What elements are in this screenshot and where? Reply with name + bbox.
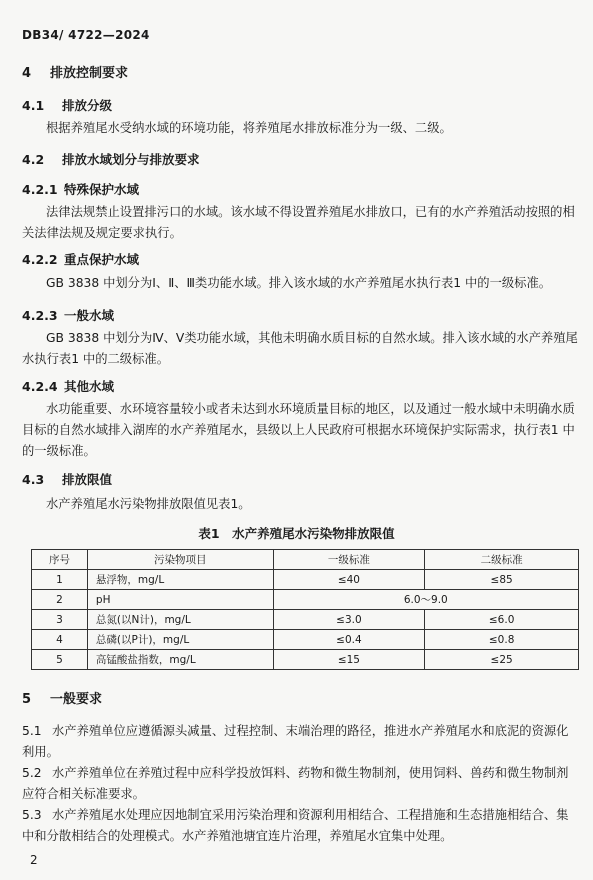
clause-line: 水产养殖单位应遵循源头减量、过程控制、末端治理的路径，推进水产养殖尾水和底泥的资源化 bbox=[52, 724, 569, 738]
section-title: 特殊保护水域 bbox=[64, 182, 140, 197]
paragraph-line: 水执行表1 中的二级标准。 bbox=[22, 352, 169, 366]
table-cell: ≤3.0 bbox=[273, 610, 425, 630]
column-header: 序号 bbox=[32, 550, 88, 570]
table-row bbox=[32, 590, 579, 610]
table-row bbox=[32, 650, 579, 670]
section-title: 其他水域 bbox=[64, 379, 115, 394]
section-title: 排放分级 bbox=[62, 98, 113, 113]
table-cell: ≤85 bbox=[425, 570, 579, 590]
table-cell: ≤40 bbox=[273, 570, 425, 590]
clause-5-3 bbox=[22, 805, 568, 826]
section-title: 重点保护水域 bbox=[64, 252, 140, 267]
paragraph-line: 法律法规禁止设置排污口的水域。该水域不得设置养殖尾水排放口，已有的水产养殖活动按照的相 bbox=[46, 205, 575, 219]
section-title: 一般水域 bbox=[64, 308, 115, 323]
clause-number: 5.1 bbox=[22, 724, 42, 738]
section-4-2-heading bbox=[22, 150, 200, 168]
table-header-row bbox=[32, 550, 579, 570]
clause-line: 应符合相关标准要求。 bbox=[22, 787, 145, 801]
section-4-2-4-heading bbox=[22, 377, 114, 395]
table-cell: pH bbox=[87, 590, 273, 610]
table-cell: 悬浮物，mg/L bbox=[87, 570, 273, 590]
emission-limit-table bbox=[31, 549, 579, 670]
table-cell: 总氮(以N计)，mg/L bbox=[87, 610, 273, 630]
section-title: 排放控制要求 bbox=[50, 66, 129, 81]
table-cell: 4 bbox=[32, 630, 88, 650]
clause-5-2 bbox=[22, 763, 568, 784]
paragraph-line: 目标的自然水域排入湖库的水产养殖尾水，县级以上人民政府可根据水环境保护实际需求，执行表1 中 bbox=[22, 423, 575, 437]
section-4-3-heading bbox=[22, 470, 112, 488]
table-cell: 1 bbox=[32, 570, 88, 590]
table-cell: 5 bbox=[32, 650, 88, 670]
column-header: 二级标准 bbox=[425, 550, 579, 570]
section-title: 排放水域划分与排放要求 bbox=[62, 152, 200, 167]
table-cell: 高锰酸盐指数，mg/L bbox=[87, 650, 273, 670]
clause-line: 水产养殖尾水处理应因地制宜采用污染治理和资源利用相结合、工程措施和生态措施相结合、集 bbox=[52, 808, 569, 822]
table-row bbox=[32, 570, 579, 590]
section-number: 4 bbox=[22, 66, 32, 81]
section-number: 4.2 bbox=[22, 152, 45, 167]
table-cell: ≤6.0 bbox=[425, 610, 579, 630]
table-cell: 2 bbox=[32, 590, 88, 610]
table-cell: 总磷(以P计)，mg/L bbox=[87, 630, 273, 650]
section-number: 4.1 bbox=[22, 98, 45, 113]
table-cell: 3 bbox=[32, 610, 88, 630]
paragraph-line: 关法律法规及规定要求执行。 bbox=[22, 226, 182, 240]
table-cell: ≤25 bbox=[425, 650, 579, 670]
clause-number: 5.3 bbox=[22, 808, 42, 822]
section-number: 5 bbox=[22, 692, 32, 707]
table-row bbox=[32, 610, 579, 630]
clause-number: 5.2 bbox=[22, 766, 42, 780]
table-cell: ≤0.4 bbox=[273, 630, 425, 650]
section-4-heading bbox=[22, 62, 128, 81]
clause-line: 水产养殖单位在养殖过程中应科学投放饵料、药物和微生物制剂，使用饲料、兽药和微生物制剂 bbox=[52, 766, 569, 780]
section-number: 4.2.4 bbox=[22, 379, 58, 394]
clause-line: 利用。 bbox=[22, 745, 59, 759]
paragraph-line: 的一级标准。 bbox=[22, 444, 96, 458]
column-header: 污染物项目 bbox=[87, 550, 273, 570]
table-row bbox=[32, 630, 579, 650]
table-cell: ≤15 bbox=[273, 650, 425, 670]
paragraph-line: GB 3838 中划分为Ⅳ、Ⅴ类功能水域，其他未明确水质目标的自然水域。排入该水域的水产养殖尾 bbox=[46, 331, 578, 345]
section-4-2-2-heading bbox=[22, 250, 139, 268]
table-cell: ≤0.8 bbox=[425, 630, 579, 650]
column-header: 一级标准 bbox=[273, 550, 425, 570]
section-4-2-3-heading bbox=[22, 306, 114, 324]
paragraph-4-3: 水产养殖尾水污染物排放限值见表1。 bbox=[46, 497, 251, 511]
section-5-heading bbox=[22, 688, 102, 707]
table-caption: 表1 水产养殖尾水污染物排放限值 bbox=[198, 526, 395, 541]
page-number: 2 bbox=[30, 853, 38, 867]
section-number: 4.3 bbox=[22, 472, 45, 487]
section-number: 4.2.2 bbox=[22, 252, 58, 267]
section-title: 一般要求 bbox=[50, 692, 103, 707]
paragraph-line: 水功能重要、水环境容量较小或者未达到水环境质量目标的地区，以及通过一般水域中未明确水质 bbox=[46, 402, 575, 416]
section-4-1-heading bbox=[22, 96, 112, 114]
section-number: 4.2.3 bbox=[22, 308, 58, 323]
document-code: DB34/ 4722—2024 bbox=[22, 28, 150, 42]
section-number: 4.2.1 bbox=[22, 182, 58, 197]
clause-5-1 bbox=[22, 721, 568, 742]
clause-line: 中和分散相结合的处理模式。水产养殖池塘宜连片治理，养殖尾水宜集中处理。 bbox=[22, 829, 453, 843]
table-cell: 6.0～9.0 bbox=[273, 590, 578, 610]
paragraph-line: GB 3838 中划分为Ⅰ、Ⅱ、Ⅲ类功能水域。排入该水域的水产养殖尾水执行表1 中的一级标准。 bbox=[46, 276, 552, 290]
section-4-2-1-heading bbox=[22, 180, 139, 198]
paragraph-4-1: 根据养殖尾水受纳水域的环境功能，将养殖尾水排放标准分为一级、二级。 bbox=[46, 121, 452, 135]
section-title: 排放限值 bbox=[62, 472, 113, 487]
